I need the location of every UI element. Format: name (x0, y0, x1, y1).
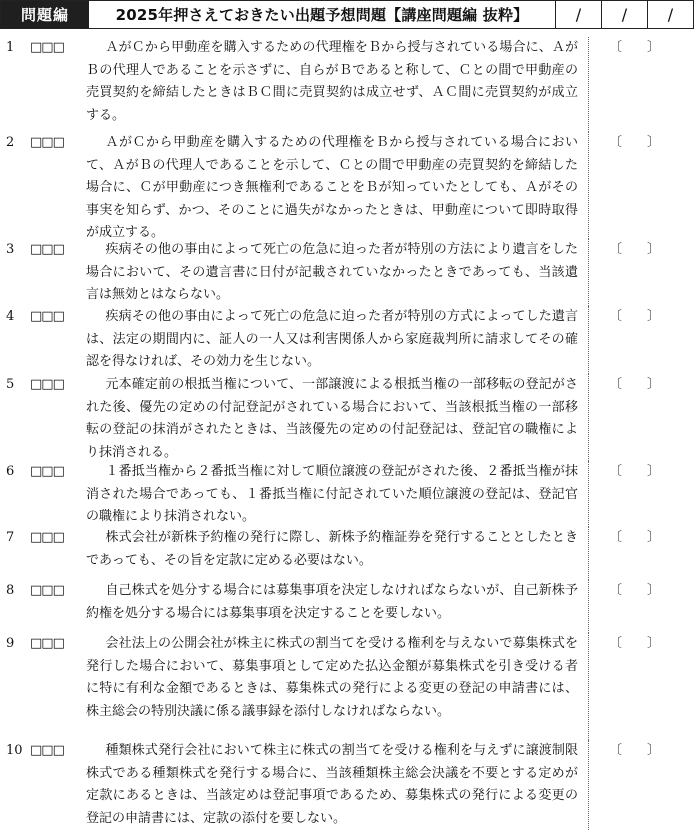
review-checkboxes[interactable]: □□□ (30, 636, 64, 651)
question-item (0, 740, 696, 830)
question-item (0, 239, 696, 306)
header-bar (0, 0, 694, 29)
study-date-box-2[interactable]: / (602, 1, 648, 28)
study-date-box-1[interactable]: / (556, 1, 602, 28)
answer-bracket[interactable] (588, 374, 688, 461)
answer-bracket[interactable] (588, 461, 688, 527)
question-text: 元本確定前の根抵当権について、一部譲渡による根抵当権の一部移転の登記がされた後、優先の定めの付記登記がされている場合において、当該根抵当権の一部移転の登記の抹消がされたときは、当該優先の定めの付記登記は、登記官の職権により抹消される。 (86, 377, 578, 460)
answer-bracket[interactable] (588, 306, 688, 374)
open-bracket: 〔 (609, 135, 623, 150)
question-number: 9 (6, 636, 15, 651)
close-bracket: 〕 (646, 464, 660, 479)
review-checkboxes[interactable]: □□□ (30, 530, 64, 545)
question-text: 疾病その他の事由によって死亡の危急に迫った者が特別の方法により遺言をした場合において、その遺言書に日付が記載されていなかったときであっても、当該遺言は無効とはならない。 (86, 242, 578, 302)
open-bracket: 〔 (609, 377, 623, 392)
open-bracket: 〔 (609, 530, 623, 545)
question-list (0, 37, 696, 830)
close-bracket: 〕 (646, 309, 660, 324)
answer-bracket[interactable] (588, 37, 688, 132)
answer-bracket[interactable] (588, 633, 688, 740)
question-text: 種類株式発行会社において株主に株式の割当てを受ける権利を与えずに譲渡制限株式である種類株式を発行する場合に、当該種類株主総会決議を不要とする定めが定款にあるときは、当該定めは登記事項であるため、募集株式の発行による変更の登記の申請書には、定款の添付を要しない。 (86, 743, 578, 826)
review-checkboxes[interactable]: □□□ (30, 135, 64, 150)
review-checkboxes[interactable]: □□□ (30, 377, 64, 392)
close-bracket: 〕 (646, 530, 660, 545)
answer-bracket[interactable] (588, 132, 688, 239)
open-bracket: 〔 (609, 636, 623, 651)
open-bracket: 〔 (609, 743, 623, 758)
question-text: 会社法上の公開会社が株主に株式の割当てを受ける権利を与えないで募集株式を発行した場合において、募集事項として定めた払込金額が募集株式を引き受ける者に特に有利な金額であるときは、募集株式の発行による変更の登記の申請書には、株主総会の特別決議に係る議事録を添付しなければならない。 (86, 636, 578, 719)
question-number: 3 (6, 242, 15, 257)
question-text: 疾病その他の事由によって死亡の危急に迫った者が特別の方式によってした遺言は、法定の期間内に、証人の一人又は利害関係人から家庭裁判所に請求してその確認を得なければ、その効力を生じない。 (86, 309, 578, 369)
close-bracket: 〕 (646, 40, 660, 55)
question-text: 自己株式を処分する場合には募集事項を決定しなければならないが、自己新株予約権を処分する場合には募集事項を決定することを要しない。 (86, 583, 578, 621)
question-number: 7 (6, 530, 15, 545)
review-checkboxes[interactable]: □□□ (30, 242, 64, 257)
question-number: 2 (6, 135, 15, 150)
open-bracket: 〔 (609, 464, 623, 479)
question-item (0, 37, 696, 132)
review-checkboxes[interactable]: □□□ (30, 309, 64, 324)
open-bracket: 〔 (609, 309, 623, 324)
question-item (0, 461, 696, 527)
review-checkboxes[interactable]: □□□ (30, 743, 64, 758)
question-item (0, 306, 696, 374)
review-checkboxes[interactable]: □□□ (30, 464, 64, 479)
question-text: ＡがＣから甲動産を購入するための代理権をＢから授与されている場合において、ＡがＢの代理人であることを示して、Ｃとの間で甲動産の売買契約を締結した場合に、Ｃが甲動産につき無権利であることをＢが知っていたとしても、Ａがその事実を知らず、かつ、そのことに過失がなかったときは、甲動産について即時取得が成立する。 (86, 135, 578, 240)
close-bracket: 〕 (646, 636, 660, 651)
close-bracket: 〕 (646, 377, 660, 392)
question-number: 10 (6, 743, 23, 758)
question-text: １番抵当権から２番抵当権に対して順位譲渡の登記がされた後、２番抵当権が抹消された場合であっても、１番抵当権に付記されていた順位譲渡の登記は、登記官の職権により抹消されない。 (86, 464, 578, 524)
open-bracket: 〔 (609, 583, 623, 598)
question-number: 4 (6, 309, 15, 324)
question-item (0, 132, 696, 239)
question-number: 6 (6, 464, 15, 479)
question-item (0, 580, 696, 633)
question-number: 1 (6, 40, 15, 55)
close-bracket: 〕 (646, 743, 660, 758)
open-bracket: 〔 (609, 40, 623, 55)
close-bracket: 〕 (646, 583, 660, 598)
review-checkboxes[interactable]: □□□ (30, 583, 64, 598)
answer-bracket[interactable] (588, 740, 688, 830)
page-title: 2025年押さえておきたい出題予想問題【講座問題編 抜粋】 (89, 1, 556, 28)
question-number: 8 (6, 583, 15, 598)
review-checkboxes[interactable]: □□□ (30, 40, 64, 55)
study-date-box-3[interactable]: / (667, 5, 674, 24)
question-text: 株式会社が新株予約権の発行に際し、新株予約権証券を発行することとしたときであっても、その旨を定款に定める必要はない。 (86, 530, 578, 568)
close-bracket: 〕 (646, 242, 660, 257)
question-item (0, 527, 696, 580)
open-bracket: 〔 (609, 242, 623, 257)
answer-bracket[interactable] (588, 239, 688, 306)
question-item (0, 633, 696, 740)
question-item (0, 374, 696, 461)
question-text: ＡがＣから甲動産を購入するための代理権をＢから授与されている場合に、ＡがＢの代理人であることを示さずに、自らがＢであると称して、Ｃとの間で甲動産の売買契約を締結したときはＢＣ間に売買契約は成立せず、ＡＣ間に売買契約が成立する。 (86, 40, 578, 123)
close-bracket: 〕 (646, 135, 660, 150)
answer-bracket[interactable] (588, 580, 688, 633)
answer-bracket[interactable] (588, 527, 688, 580)
question-number: 5 (6, 377, 15, 392)
section-tag: 問題編 (1, 1, 89, 28)
